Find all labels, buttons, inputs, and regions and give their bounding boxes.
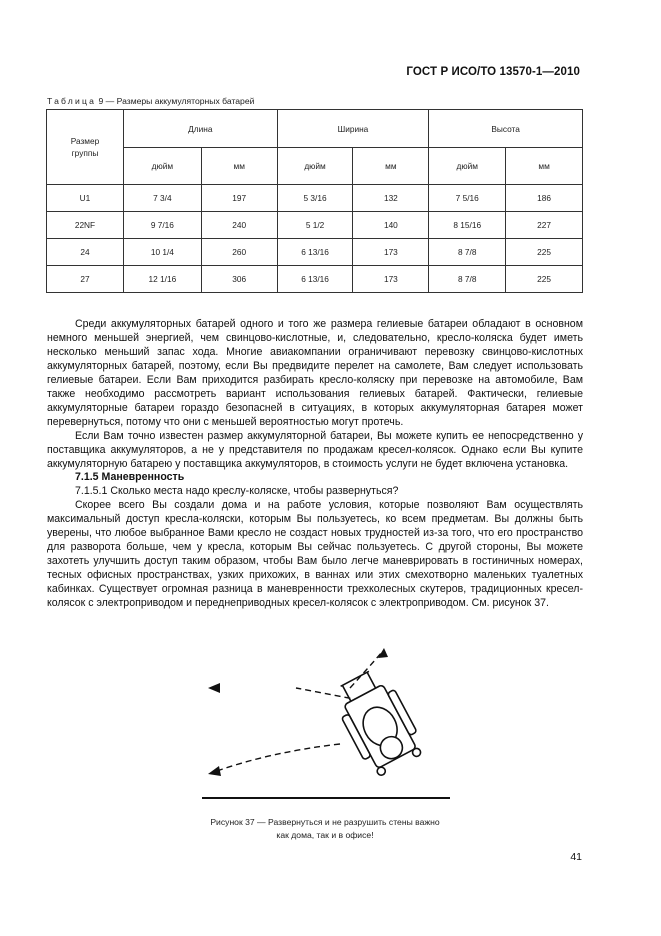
wheelchair-turning-illustration [200,644,460,806]
wheelchair-with-user [328,665,427,780]
table-cell: 8 7/8 [429,239,506,266]
table-cell: 27 [47,266,124,293]
length-header: Длина [123,110,277,148]
curved-turn-arrow-path [350,652,382,688]
paragraph-gel-batteries: Среди аккумуляторных батарей одного и того же размера гелиевые батареи обладают в основном немного меньшей энергией, чем свинцово-кислотные, и, следовательно, кресло-коляска будет иметь несколько меньший запас хода. Многие авиакомпании ограничивают перевозку свинцово-кислотных аккумуляторных батарей, поэтому, если Вы предвидите перелет на самолете, Вам следует использовать гелиевые батареи. Если Вам приходится разбирать кресло-коляску при перевозке на автомобиле, Вам также необходимо рассмотреть вариант использования гелиевых батарей. Фактически, гелиевые аккумуляторные батареи гораздо безопасней в ситуациях, в которых аккумуляторная батарея может перевернуться, потому что они с меньшей вероятностью могут протечь. [47,318,583,428]
width-header: Ширина [277,110,429,148]
table-cell: U1 [47,185,124,212]
table-cell: 132 [353,185,429,212]
figure-caption [180,816,470,841]
table-header-row [47,110,583,148]
table-cell: 240 [201,212,277,239]
unit-header: дюйм [277,148,353,185]
table-cell: 173 [353,239,429,266]
document-header: ГОСТ Р ИСО/ТО 13570-1—2010 [406,66,580,78]
table-cell: 12 1/16 [123,266,201,293]
table-row [47,185,583,212]
table-cell: 197 [201,185,277,212]
section-heading-maneuverability: 7.1.5 Маневренность [75,471,185,484]
table-cell: 6 13/16 [277,266,353,293]
table-caption-word: Таблица [47,96,97,106]
figure-caption-line-1: Рисунок 37 — Развернуться и не разрушить стены важно [210,817,440,827]
table-caption [47,96,254,106]
unit-header: мм [506,148,583,185]
table-cell: 173 [353,266,429,293]
table-cell: 306 [201,266,277,293]
subsection-heading-turning-space: 7.1.5.1 Сколько места надо креслу-коляске, чтобы развернуться? [75,485,399,498]
table-caption-title: 9 — Размеры аккумуляторных батарей [96,96,255,106]
table-cell: 24 [47,239,124,266]
top-arrowhead [378,648,388,658]
unit-header: мм [353,148,429,185]
table-cell: 10 1/4 [123,239,201,266]
table-row [47,266,583,293]
table-cell: 5 1/2 [277,212,353,239]
group-size-header: Размер группы [47,110,124,185]
unit-header: мм [201,148,277,185]
table-cell: 8 7/8 [429,266,506,293]
body-text-block [47,318,583,611]
table-cell: 225 [506,239,583,266]
unit-header: дюйм [123,148,201,185]
table-row [47,212,583,239]
figure-caption-line-2: как дома, так и в офисе! [276,829,374,840]
table-cell: 8 15/16 [429,212,506,239]
height-header: Высота [429,110,583,148]
table-cell: 7 5/16 [429,185,506,212]
table-cell: 227 [506,212,583,239]
table-cell: 225 [506,266,583,293]
table-cell: 260 [201,239,277,266]
upper-arrowhead [208,683,220,693]
table-row [47,239,583,266]
battery-size-table [46,109,583,293]
lower-arrow-path [214,744,340,772]
table-cell: 7 3/4 [123,185,201,212]
table-cell: 9 7/16 [123,212,201,239]
unit-header: дюйм [429,148,506,185]
table-cell: 186 [506,185,583,212]
paragraph-buy-battery: Если Вам точно известен размер аккумуляторной батареи, Вы можете купить ее непосредственно у поставщика аккумуляторов, а не у представителя по продажам кресел-колясок. Однако если Вы купите аккумуляторную батарею у поставщика аккумуляторов, в стоимость услуги не будет включена установка. [47,429,583,470]
table-cell: 6 13/16 [277,239,353,266]
page-number: 41 [570,851,582,863]
lower-arrowhead [208,766,221,776]
table-cell: 140 [353,212,429,239]
paragraph-turning-space: Скорее всего Вы создали дома и на работе условия, которые позволяют Вам осуществлять максимальный доступ кресла-коляски, которым Вы пользуетесь, ко всем предметам. Вы должны быть уверены, что любое выбранное Вами кресло не создаст новых трудностей из-за того, что его пространство для разворота больше, чем у кресла, которым Вы сейчас пользуетесь. С другой стороны, Вы можете захотеть улучшить доступ таким образом, чтобы Вам было легче маневрировать в гостиничных номерах, тесных офисных пространствах, узких прихожих, в ваннах или этих смехотворно маленьких туалетных кабинках. Существует огромная разница в маневренности трехколесных скутеров, традиционных кресел-колясок с электроприводом и переднеприводных кресел-колясок с электроприводом. См. рисунок 37. [47,499,583,610]
table-cell: 22NF [47,212,124,239]
table-units-row [47,148,583,185]
table-cell: 5 3/16 [277,185,353,212]
